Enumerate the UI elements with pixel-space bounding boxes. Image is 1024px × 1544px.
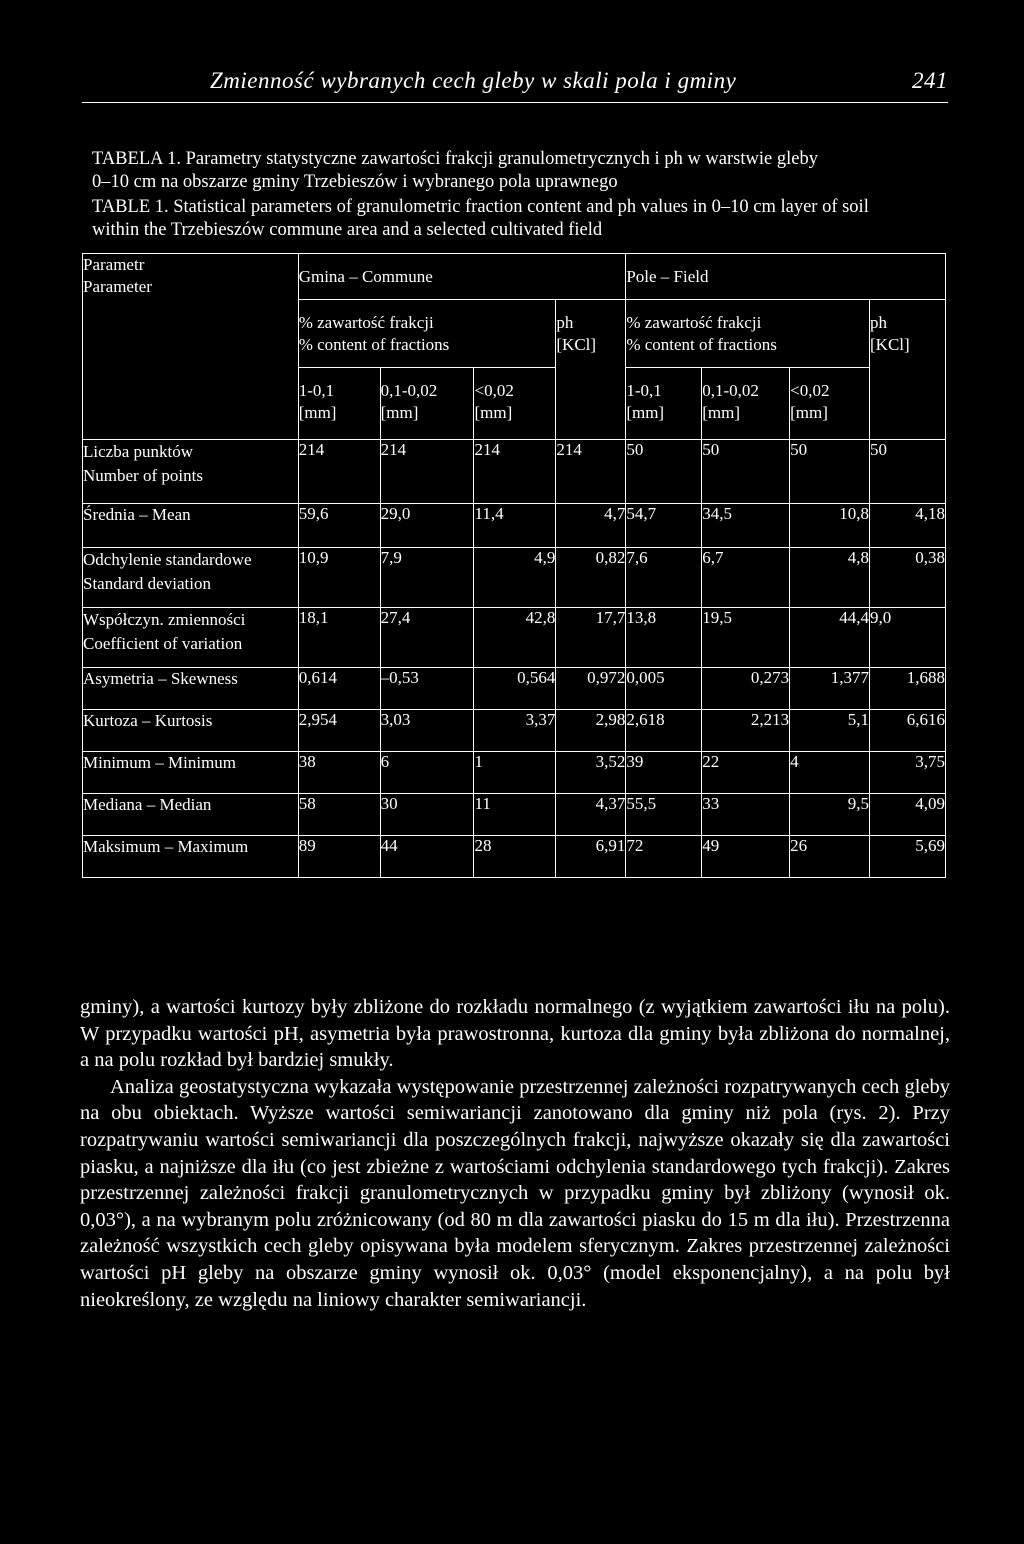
table-cell: 0,82 bbox=[556, 548, 626, 608]
field-f1-unit: [mm] bbox=[626, 403, 665, 422]
table-cell: 214 bbox=[474, 440, 556, 504]
row-label: Mediana – Median bbox=[83, 794, 299, 836]
table-cell: 4,18 bbox=[870, 504, 946, 548]
row-label bbox=[83, 548, 299, 608]
table-cell: 58 bbox=[298, 794, 380, 836]
table-cell: 6,616 bbox=[870, 710, 946, 752]
table-cell: 3,52 bbox=[556, 752, 626, 794]
row-label-pl: Odchylenie standardowe bbox=[83, 550, 252, 569]
table-row bbox=[83, 794, 946, 836]
table-cell: 30 bbox=[380, 794, 474, 836]
table-cell: 2,98 bbox=[556, 710, 626, 752]
field-kcl: [KCl] bbox=[870, 335, 910, 354]
commune-f2-header bbox=[380, 368, 474, 440]
commune-ph: ph bbox=[556, 313, 574, 332]
table-cell: 29,0 bbox=[380, 504, 474, 548]
commune-fractions-pl: % zawartość frakcji bbox=[298, 313, 434, 332]
table-caption-en bbox=[92, 196, 952, 242]
row-label: Średnia – Mean bbox=[83, 504, 299, 548]
table-cell: 4 bbox=[790, 752, 870, 794]
table-cell: 6,7 bbox=[702, 548, 790, 608]
table-cell: 19,5 bbox=[702, 608, 790, 668]
commune-header: Gmina – Commune bbox=[298, 254, 626, 300]
table-cell: 6 bbox=[380, 752, 474, 794]
table-row bbox=[83, 608, 946, 668]
table-cell: 50 bbox=[626, 440, 702, 504]
table-cell: 34,5 bbox=[702, 504, 790, 548]
table-cell: 11 bbox=[474, 794, 556, 836]
table-cell: 0,614 bbox=[298, 668, 380, 710]
statistics-table bbox=[82, 253, 946, 878]
field-ph: ph bbox=[870, 313, 888, 332]
table-cell: 50 bbox=[702, 440, 790, 504]
table-cell: 50 bbox=[870, 440, 946, 504]
field-fractions-pl: % zawartość frakcji bbox=[626, 313, 762, 332]
table-row bbox=[83, 440, 946, 504]
table-cell: –0,53 bbox=[380, 668, 474, 710]
caption-pl-line2: 0–10 cm na obszarze gminy Trzebieszów i wybranego pola uprawnego bbox=[92, 172, 618, 192]
table-row bbox=[83, 752, 946, 794]
caption-en-line1: TABLE 1. Statistical parameters of granulometric fraction content and ph values in 0–10 cm layer of soil bbox=[92, 197, 869, 217]
table-cell: 39 bbox=[626, 752, 702, 794]
commune-fractions-header bbox=[298, 300, 556, 368]
param-header-en: Parameter bbox=[83, 277, 152, 296]
field-fractions-en: % content of fractions bbox=[626, 335, 777, 354]
row-label: Asymetria – Skewness bbox=[83, 668, 299, 710]
table-cell: 13,8 bbox=[626, 608, 702, 668]
commune-f2: 0,1-0,02 bbox=[380, 381, 438, 400]
field-f1-header bbox=[626, 368, 702, 440]
table-row bbox=[83, 504, 946, 548]
table-cell: 1,377 bbox=[790, 668, 870, 710]
table-cell: 0,972 bbox=[556, 668, 626, 710]
table-cell: 214 bbox=[556, 440, 626, 504]
commune-f3: <0,02 bbox=[474, 381, 514, 400]
table-cell: 10,8 bbox=[790, 504, 870, 548]
table-cell: 214 bbox=[380, 440, 474, 504]
table-cell: 2,618 bbox=[626, 710, 702, 752]
table-cell: 0,564 bbox=[474, 668, 556, 710]
row-label-en: Coefficient of variation bbox=[83, 634, 243, 653]
table-cell: 4,9 bbox=[474, 548, 556, 608]
table-cell: 89 bbox=[298, 836, 380, 878]
commune-ph-header bbox=[556, 300, 626, 440]
table-cell: 5,1 bbox=[790, 710, 870, 752]
table-cell: 44,4 bbox=[790, 608, 870, 668]
table-cell: 9,0 bbox=[870, 608, 946, 668]
table-cell: 11,4 bbox=[474, 504, 556, 548]
table-cell: 0,273 bbox=[702, 668, 790, 710]
paragraph-2: Analiza geostatystyczna wykazała występowanie przestrzennej zależności rozpatrywanych cech gleby na obu obiektach. Wyższe wartości semiwariancji zanotowano dla gminy niż pola (rys. 2). Przy rozpatrywaniu wartości semiwariancji dla poszczególnych frakcji, najwyższe okazały się dla zawartości piasku, a najniższe dla iłu (co jest zbieżne z wartościami odchylenia standardowego tych frakcji). Zakres przestrzennej zależności frakcji granulometrycznych w przypadku gminy był zbliżony (wynosił ok. 0,03°), a na wybranym polu zróżnicowany (od 80 m dla zawartości piasku do 15 m dla iłu). Przestrzenna zależność wszystkich cech gleby opisywana była modelem sferycznym. Zakres przestrzennej zależności wartości pH gleby na obszarze gminy wynosił ok. 0,03° (model eksponencjalny), a na polu był nieokreślony, ze względu na liniowy charakter semiwariancji. bbox=[80, 1075, 950, 1311]
param-header-pl: Parametr bbox=[83, 255, 145, 274]
row-label-pl: Liczba punktów bbox=[83, 442, 193, 461]
row-label: Minimum – Minimum bbox=[83, 752, 299, 794]
table-row bbox=[83, 710, 946, 752]
field-f3: <0,02 bbox=[790, 381, 830, 400]
row-label: Maksimum – Maximum bbox=[83, 836, 299, 878]
running-title: Zmienność wybranych cech gleby w skali pola i gminy bbox=[210, 68, 737, 93]
caption-en-line2: within the Trzebieszów commune area and a selected cultivated field bbox=[92, 220, 603, 240]
table-cell: 10,9 bbox=[298, 548, 380, 608]
commune-f1-header bbox=[298, 368, 380, 440]
caption-pl-line1: TABELA 1. Parametry statystyczne zawartości frakcji granulometrycznych i ph w warstwie gleby bbox=[92, 149, 818, 169]
table-cell: 42,8 bbox=[474, 608, 556, 668]
table-cell: 38 bbox=[298, 752, 380, 794]
table-row bbox=[83, 548, 946, 608]
table-cell: 50 bbox=[790, 440, 870, 504]
table-cell: 49 bbox=[702, 836, 790, 878]
row-label bbox=[83, 608, 299, 668]
field-fractions-header bbox=[626, 300, 870, 368]
commune-f1: 1-0,1 bbox=[298, 381, 335, 400]
table-cell: 1,688 bbox=[870, 668, 946, 710]
param-header bbox=[83, 254, 299, 440]
field-f1: 1-0,1 bbox=[626, 381, 662, 400]
table-row bbox=[83, 668, 946, 710]
table-cell: 72 bbox=[626, 836, 702, 878]
field-header: Pole – Field bbox=[626, 254, 946, 300]
table-cell: 44 bbox=[380, 836, 474, 878]
field-ph-header bbox=[870, 300, 946, 440]
commune-fractions-en: % content of fractions bbox=[298, 335, 450, 354]
table-cell: 4,09 bbox=[870, 794, 946, 836]
row-label: Kurtoza – Kurtosis bbox=[83, 710, 299, 752]
table-cell: 22 bbox=[702, 752, 790, 794]
table-cell: 7,9 bbox=[380, 548, 474, 608]
table-cell: 27,4 bbox=[380, 608, 474, 668]
row-label-pl: Współczyn. zmienności bbox=[83, 610, 246, 629]
table-cell: 4,7 bbox=[556, 504, 626, 548]
table-cell: 4,37 bbox=[556, 794, 626, 836]
commune-f3-unit: [mm] bbox=[474, 403, 513, 422]
row-label-en: Standard deviation bbox=[83, 574, 211, 593]
field-f3-header bbox=[790, 368, 870, 440]
table-cell: 0,38 bbox=[870, 548, 946, 608]
table-cell: 3,03 bbox=[380, 710, 474, 752]
field-f2-header bbox=[702, 368, 790, 440]
commune-f1-unit: [mm] bbox=[298, 403, 337, 422]
field-f2: 0,1-0,02 bbox=[702, 381, 759, 400]
table-cell: 6,91 bbox=[556, 836, 626, 878]
paragraph-1: gminy), a wartości kurtozy były zbliżone do rozkładu normalnego (z wyjątkiem zawartości iłu na polu). W przypadku wartości pH, asymetria była prawostronna, kurtoza dla gminy była zbliżona do normalnej, a na polu rozkład był bardziej smukły. bbox=[80, 996, 950, 1072]
table-cell: 55,5 bbox=[626, 794, 702, 836]
table-cell: 33 bbox=[702, 794, 790, 836]
field-f2-unit: [mm] bbox=[702, 403, 740, 422]
table-row bbox=[83, 836, 946, 878]
row-label-en: Number of points bbox=[83, 466, 203, 485]
table-caption-pl bbox=[92, 148, 952, 194]
table-cell: 3,75 bbox=[870, 752, 946, 794]
table-cell: 2,954 bbox=[298, 710, 380, 752]
row-label bbox=[83, 440, 299, 504]
page-number: 241 bbox=[912, 68, 948, 93]
table-cell: 1 bbox=[474, 752, 556, 794]
table-cell: 5,69 bbox=[870, 836, 946, 878]
running-head bbox=[82, 68, 948, 103]
commune-f3-header bbox=[474, 368, 556, 440]
table-cell: 0,005 bbox=[626, 668, 702, 710]
table-cell: 9,5 bbox=[790, 794, 870, 836]
table-cell: 54,7 bbox=[626, 504, 702, 548]
commune-kcl: [KCl] bbox=[556, 335, 597, 354]
table-cell: 26 bbox=[790, 836, 870, 878]
table-cell: 214 bbox=[298, 440, 380, 504]
body-text bbox=[80, 994, 950, 1313]
table-cell: 7,6 bbox=[626, 548, 702, 608]
table-cell: 18,1 bbox=[298, 608, 380, 668]
table-cell: 2,213 bbox=[702, 710, 790, 752]
table-cell: 17,7 bbox=[556, 608, 626, 668]
commune-f2-unit: [mm] bbox=[380, 403, 419, 422]
table-cell: 4,8 bbox=[790, 548, 870, 608]
field-f3-unit: [mm] bbox=[790, 403, 828, 422]
table-cell: 28 bbox=[474, 836, 556, 878]
table-cell: 59,6 bbox=[298, 504, 380, 548]
table-cell: 3,37 bbox=[474, 710, 556, 752]
